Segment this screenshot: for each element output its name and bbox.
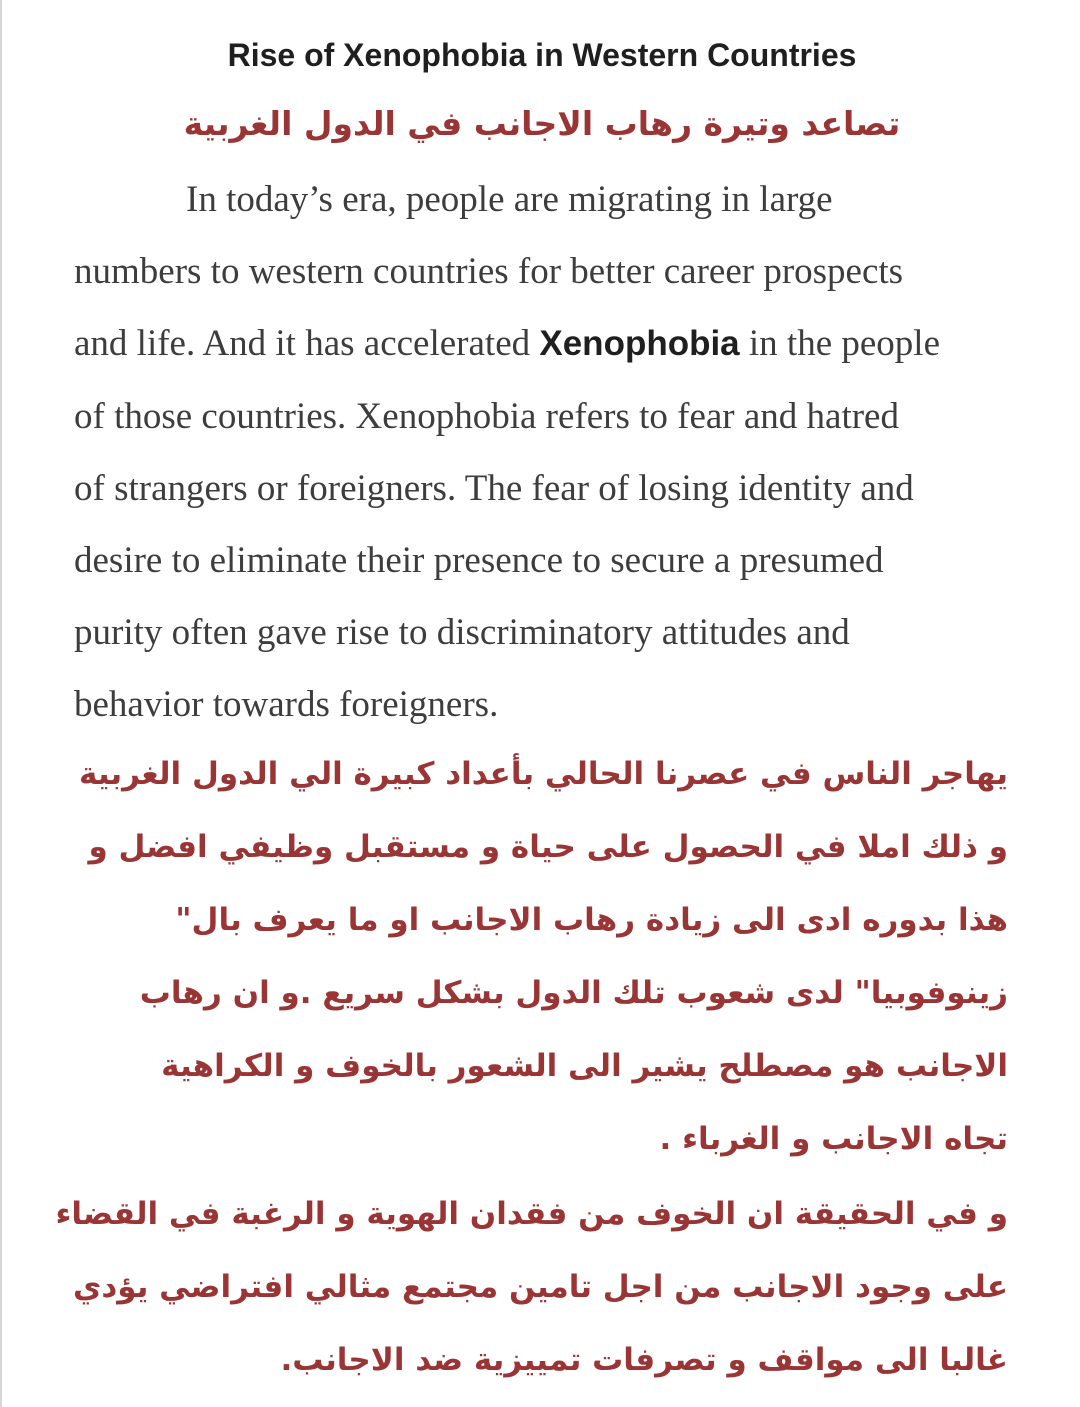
english-line <box>74 308 1014 380</box>
arabic-line: زينوفوبيا" لدى شعوب تلك الدول بشكل سريع .و ان رهاب <box>139 975 1008 1011</box>
page-title-arabic: تصاعد وتيرة رهاب الاجانب في الدول الغربية <box>183 104 901 143</box>
english-line: desire to eliminate their presence to secure a presumed <box>74 539 884 581</box>
arabic-line: يهاجر الناس في عصرنا الحالي بأعداد كبيرة الي الدول الغربية <box>79 756 1008 792</box>
english-line: purity often gave rise to discriminatory attitudes and <box>74 612 850 654</box>
english-line: of those countries. Xenophobia refers to fear and hatred <box>74 395 899 437</box>
arabic-line: غالبا الى مواقف و تصرفات تمييزية ضد الاجانب. <box>280 1342 1008 1378</box>
arabic-paragraph-2 <box>55 1178 1008 1397</box>
arabic-line: و في الحقيقة ان الخوف من فقدان الهوية و الرغبة في القضاء <box>55 1196 1008 1232</box>
english-text: and life. And it has accelerated <box>74 323 540 365</box>
arabic-line: هذا بدوره ادى الى زيادة رهاب الاجانب او ما يعرف بال" <box>175 902 1008 938</box>
english-paragraph <box>74 164 1014 742</box>
english-line: of strangers or foreigners. The fear of losing identity and <box>74 467 914 509</box>
arabic-line: على وجود الاجانب من اجل تامين مجتمع مثالي افتراضي يؤدي <box>72 1269 1008 1305</box>
arabic-line: و ذلك املا في الحصول على حياة و مستقبل وظيفي افضل و <box>88 829 1008 865</box>
page-title: Rise of Xenophobia in Western Countries <box>227 37 857 73</box>
english-line: behavior towards foreigners. <box>74 684 499 726</box>
keyword-xenophobia: Xenophobia <box>539 324 740 364</box>
arabic-line: تجاه الاجانب و الغرباء . <box>659 1121 1008 1157</box>
english-line: In today’s era, people are migrating in large <box>186 179 833 220</box>
english-text: in the people <box>739 323 941 365</box>
arabic-line: الاجانب هو مصطلح يشير الى الشعور بالخوف و الكراهية <box>161 1048 1008 1084</box>
english-line: numbers to western countries for better career prospects <box>74 251 904 293</box>
arabic-paragraph-1 <box>68 738 1008 1176</box>
